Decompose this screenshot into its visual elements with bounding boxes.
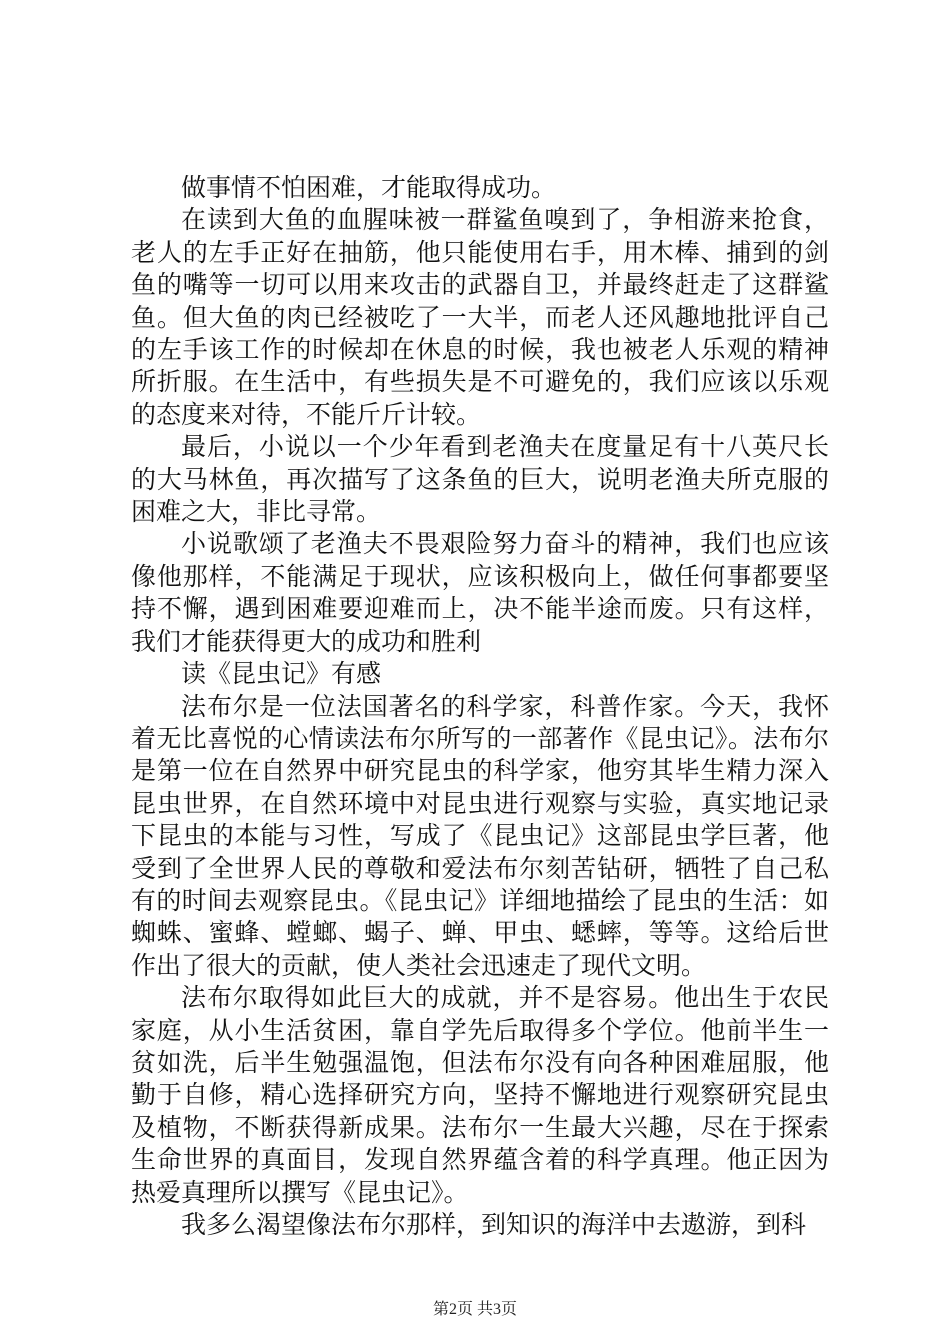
paragraph: 做事情不怕困难，才能取得成功。 [181, 173, 557, 202]
page-footer: 第2页 共3页 [432, 1301, 517, 1318]
essay-title: 读《昆虫记》有感 [181, 659, 382, 689]
paragraph: 我多么渴望像法布尔那样，到知识的海洋中去遨游，到科 [181, 1210, 807, 1239]
paragraph: 法布尔是一位法国著名的科学家，科普作家。今天，我怀着无比喜悦的心情读法布尔所写的一部著作《昆虫记》。法布尔是第一位在自然界中研究昆虫的科学家，他穷其毕生精力深入昆虫世界，在自然环境中对昆虫进行观察与实验，真实地记录下昆虫的本能与习性，写成了《昆虫记》这部昆虫学巨著，他受到了全世界人民的尊敬和爱法布尔刻苦钻研，牺牲了自己私有的时间去观察昆虫。《昆虫记》详细地描绘了昆虫的生活：如蜘蛛、蜜蜂、螳螂、蝎子、蝉、甲虫、蟋蟀，等等。这给后世作出了很大的贡献，使人类社会迅速走了现代文明。 [131, 691, 829, 980]
document-body [131, 172, 829, 1241]
paragraph: 最后，小说以一个少年看到老渔夫在度量足有十八英尺长的大马林鱼，再次描写了这条鱼的巨大，说明老渔夫所克服的困难之大，非比寻常。 [131, 432, 829, 527]
paragraph: 法布尔取得如此巨大的成就，并不是容易。他出生于农民家庭，从小生活贫困，靠自学先后取得多个学位。他前半生一贫如洗，后半生勉强温饱，但法布尔没有向各种困难屈服，他勤于自修，精心选择研究方向，坚持不懈地进行观察研究昆虫及植物，不断获得新成果。法布尔一生最大兴趣，尽在于探索生命世界的真面目，发现自然界蕴含着的科学真理。他正因为热爱真理所以撰写《昆虫记》。 [131, 983, 829, 1207]
paragraph: 小说歌颂了老渔夫不畏艰险努力奋斗的精神，我们也应该像他那样，不能满足于现状，应该积极向上，做任何事都要坚持不懈，遇到困难要迎难而上，决不能半途而废。只有这样，我们才能获得更大的成功和胜利 [131, 529, 829, 656]
paragraph: 在读到大鱼的血腥味被一群鲨鱼嗅到了，争相游来抢食，老人的左手正好在抽筋，他只能使用右手，用木棒、捕到的剑鱼的嘴等一切可以用来攻击的武器自卫，并最终赶走了这群鲨鱼。但大鱼的肉已经被吃了一大半，而老人还风趣地批评自己的左手该工作的时候却在休息的时候，我也被老人乐观的精神所折服。在生活中，有些损失是不可避免的，我们应该以乐观的态度来对待，不能斤斤计较。 [131, 205, 829, 429]
